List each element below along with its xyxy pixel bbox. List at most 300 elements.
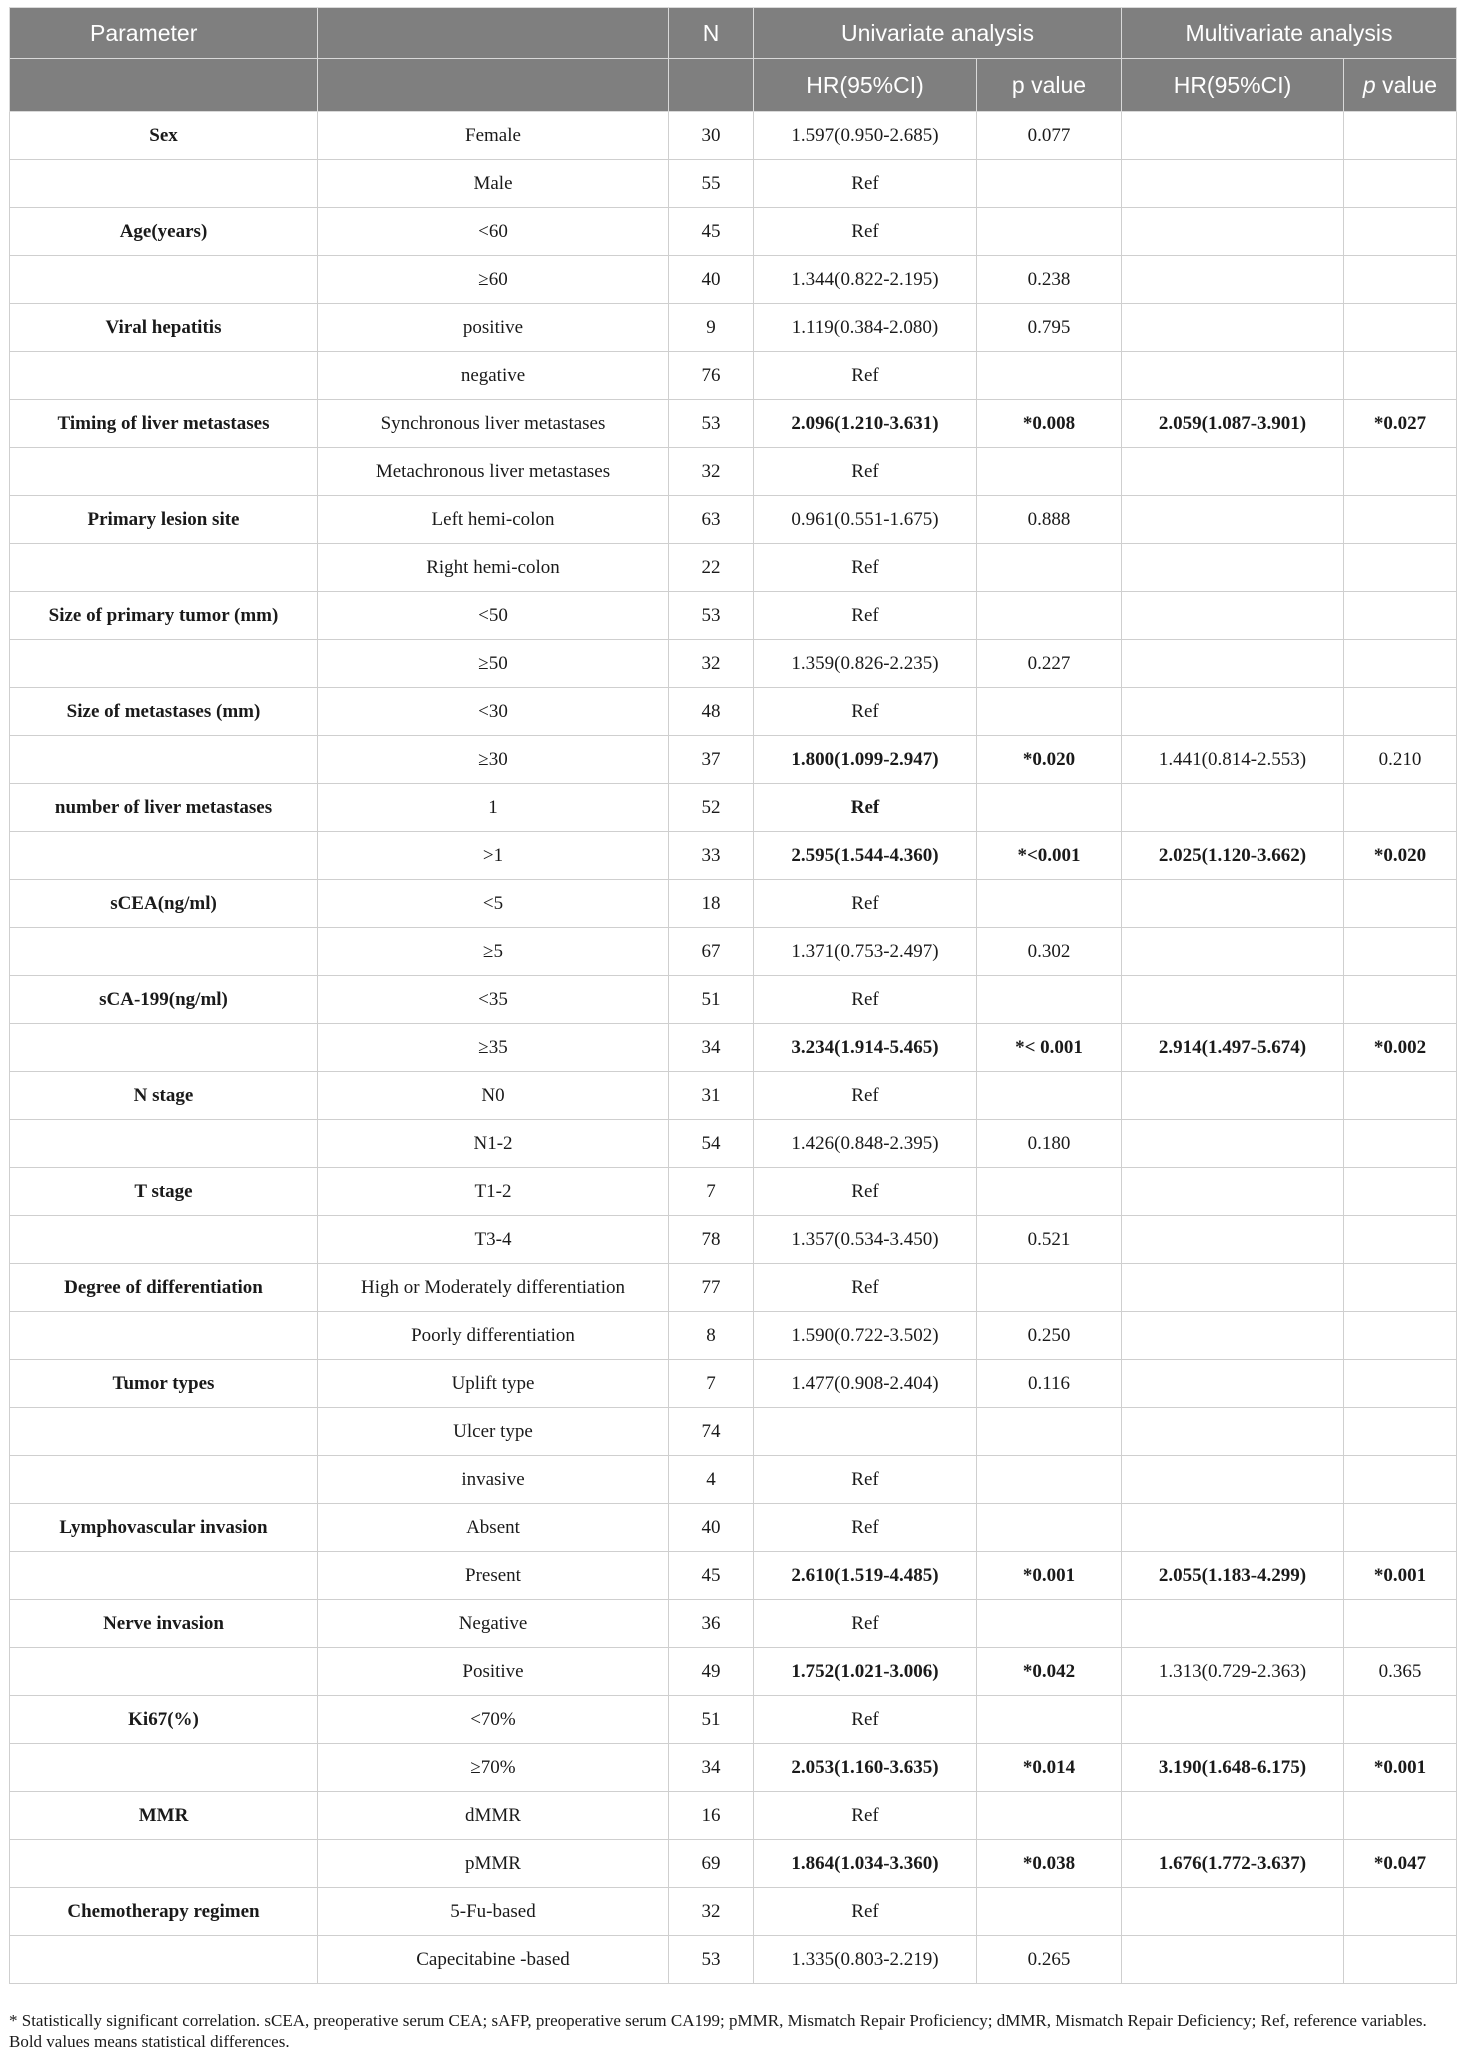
cell-uni-p: 0.521	[977, 1216, 1122, 1264]
cell-multi-hr	[1122, 160, 1344, 208]
cell-parameter	[10, 1840, 318, 1888]
cell-uni-p: 0.116	[977, 1360, 1122, 1408]
cell-uni-p	[977, 1792, 1122, 1840]
cell-multi-hr	[1122, 304, 1344, 352]
cell-uni-hr: Ref	[754, 1888, 977, 1936]
header-multi-hr: HR(95%CI)	[1122, 59, 1344, 112]
cell-parameter: Size of metastases (mm)	[10, 688, 318, 736]
cell-n: 32	[669, 448, 754, 496]
cell-uni-p: *0.042	[977, 1648, 1122, 1696]
cell-uni-p	[977, 1264, 1122, 1312]
cell-multi-p	[1344, 112, 1457, 160]
cell-n: 40	[669, 1504, 754, 1552]
cell-n: 54	[669, 1120, 754, 1168]
cell-multi-p	[1344, 1504, 1457, 1552]
cell-subgroup: <35	[318, 976, 669, 1024]
cell-multi-p	[1344, 1312, 1457, 1360]
table-row	[10, 784, 1457, 832]
cell-n: 63	[669, 496, 754, 544]
cell-n: 18	[669, 880, 754, 928]
cell-subgroup: ≥35	[318, 1024, 669, 1072]
cell-uni-p	[977, 880, 1122, 928]
cell-uni-hr: 1.597(0.950-2.685)	[754, 112, 977, 160]
cell-subgroup: Ulcer type	[318, 1408, 669, 1456]
cell-n: 52	[669, 784, 754, 832]
cell-uni-hr: Ref	[754, 1456, 977, 1504]
cell-parameter	[10, 1552, 318, 1600]
cell-uni-hr: 1.359(0.826-2.235)	[754, 640, 977, 688]
cell-subgroup: <50	[318, 592, 669, 640]
cell-subgroup: <5	[318, 880, 669, 928]
cell-parameter	[10, 640, 318, 688]
cell-multi-p: 0.365	[1344, 1648, 1457, 1696]
cell-multi-p	[1344, 1072, 1457, 1120]
cell-uni-p	[977, 1600, 1122, 1648]
cell-n: 22	[669, 544, 754, 592]
cell-multi-hr: 1.441(0.814-2.553)	[1122, 736, 1344, 784]
cell-multi-hr	[1122, 928, 1344, 976]
cell-multi-hr	[1122, 496, 1344, 544]
cell-n: 32	[669, 640, 754, 688]
cell-multi-hr	[1122, 1120, 1344, 1168]
cell-multi-p	[1344, 976, 1457, 1024]
cell-uni-hr: 1.800(1.099-2.947)	[754, 736, 977, 784]
cell-uni-hr: 2.595(1.544-4.360)	[754, 832, 977, 880]
cell-uni-hr: Ref	[754, 976, 977, 1024]
cell-subgroup: pMMR	[318, 1840, 669, 1888]
cell-multi-hr	[1122, 1936, 1344, 1984]
cell-multi-p	[1344, 1888, 1457, 1936]
table-row	[10, 400, 1457, 448]
cell-multi-hr	[1122, 1168, 1344, 1216]
cell-parameter: Chemotherapy regimen	[10, 1888, 318, 1936]
cell-subgroup: Positive	[318, 1648, 669, 1696]
cell-uni-p	[977, 208, 1122, 256]
cell-multi-p	[1344, 880, 1457, 928]
table-row	[10, 640, 1457, 688]
cell-uni-p	[977, 592, 1122, 640]
cell-uni-hr: Ref	[754, 1504, 977, 1552]
cell-n: 51	[669, 976, 754, 1024]
header-uni-hr: HR(95%CI)	[754, 59, 977, 112]
cell-multi-p: *0.047	[1344, 1840, 1457, 1888]
table-row	[10, 736, 1457, 784]
cell-parameter	[10, 1216, 318, 1264]
cell-uni-p	[977, 544, 1122, 592]
cell-uni-hr: 2.096(1.210-3.631)	[754, 400, 977, 448]
table-row	[10, 1840, 1457, 1888]
cell-uni-hr	[754, 1408, 977, 1456]
cell-parameter	[10, 1456, 318, 1504]
cell-uni-hr: Ref	[754, 208, 977, 256]
table-row	[10, 1312, 1457, 1360]
cell-multi-p	[1344, 1120, 1457, 1168]
cell-parameter: number of liver metastases	[10, 784, 318, 832]
header-blank-3	[669, 59, 754, 112]
cell-uni-p: *0.008	[977, 400, 1122, 448]
cell-uni-p: 0.265	[977, 1936, 1122, 1984]
cell-uni-hr: 1.371(0.753-2.497)	[754, 928, 977, 976]
header-multi-p-rest: value	[1375, 71, 1438, 98]
cell-multi-hr	[1122, 1312, 1344, 1360]
cell-uni-p: 0.250	[977, 1312, 1122, 1360]
cell-uni-p	[977, 976, 1122, 1024]
cell-multi-hr: 1.676(1.772-3.637)	[1122, 1840, 1344, 1888]
cell-parameter: Lymphovascular invasion	[10, 1504, 318, 1552]
header-n: N	[669, 8, 754, 59]
cell-subgroup: ≥50	[318, 640, 669, 688]
table-row	[10, 448, 1457, 496]
cell-parameter	[10, 1744, 318, 1792]
cell-multi-hr	[1122, 1216, 1344, 1264]
cell-n: 34	[669, 1744, 754, 1792]
cell-multi-p	[1344, 784, 1457, 832]
cell-uni-p	[977, 1168, 1122, 1216]
cell-uni-p	[977, 160, 1122, 208]
cell-subgroup: >1	[318, 832, 669, 880]
cell-uni-hr: Ref	[754, 1168, 977, 1216]
cell-uni-p	[977, 1408, 1122, 1456]
table-row	[10, 592, 1457, 640]
cell-multi-p	[1344, 592, 1457, 640]
cell-n: 8	[669, 1312, 754, 1360]
cell-multi-p	[1344, 496, 1457, 544]
table-row	[10, 1792, 1457, 1840]
cell-n: 16	[669, 1792, 754, 1840]
cell-parameter: N stage	[10, 1072, 318, 1120]
cell-subgroup: negative	[318, 352, 669, 400]
cell-parameter	[10, 256, 318, 304]
cell-uni-hr: 0.961(0.551-1.675)	[754, 496, 977, 544]
cell-multi-hr	[1122, 880, 1344, 928]
header-parameter: Parameter	[10, 8, 318, 59]
cell-multi-hr: 2.055(1.183-4.299)	[1122, 1552, 1344, 1600]
cell-multi-hr	[1122, 784, 1344, 832]
cell-multi-hr	[1122, 1888, 1344, 1936]
table-row	[10, 304, 1457, 352]
cell-multi-hr: 1.313(0.729-2.363)	[1122, 1648, 1344, 1696]
cell-uni-hr: 3.234(1.914-5.465)	[754, 1024, 977, 1072]
cell-multi-p	[1344, 1792, 1457, 1840]
cell-n: 34	[669, 1024, 754, 1072]
cell-uni-p	[977, 1072, 1122, 1120]
cell-multi-p	[1344, 1456, 1457, 1504]
cell-subgroup: <70%	[318, 1696, 669, 1744]
cell-uni-p: 0.888	[977, 496, 1122, 544]
cell-n: 33	[669, 832, 754, 880]
cell-parameter	[10, 1936, 318, 1984]
cell-n: 76	[669, 352, 754, 400]
cell-uni-p	[977, 1696, 1122, 1744]
cell-n: 7	[669, 1168, 754, 1216]
cell-multi-p	[1344, 256, 1457, 304]
table-body	[10, 112, 1457, 1984]
header-multi-p	[1344, 59, 1457, 112]
table-row	[10, 1072, 1457, 1120]
cell-uni-hr: 1.426(0.848-2.395)	[754, 1120, 977, 1168]
cell-multi-hr	[1122, 544, 1344, 592]
cell-multi-p	[1344, 1360, 1457, 1408]
cell-multi-p	[1344, 928, 1457, 976]
cell-uni-p: *0.020	[977, 736, 1122, 784]
cell-subgroup: 5-Fu-based	[318, 1888, 669, 1936]
cell-multi-p	[1344, 352, 1457, 400]
table-row	[10, 208, 1457, 256]
cell-n: 40	[669, 256, 754, 304]
cell-n: 4	[669, 1456, 754, 1504]
cell-subgroup: <60	[318, 208, 669, 256]
cell-subgroup: N1-2	[318, 1120, 669, 1168]
cell-parameter: MMR	[10, 1792, 318, 1840]
cell-n: 74	[669, 1408, 754, 1456]
cell-parameter: sCEA(ng/ml)	[10, 880, 318, 928]
cell-n: 36	[669, 1600, 754, 1648]
cell-multi-p	[1344, 1408, 1457, 1456]
table-row	[10, 1024, 1457, 1072]
cell-multi-hr	[1122, 1264, 1344, 1312]
cell-subgroup: Synchronous liver metastases	[318, 400, 669, 448]
cell-uni-hr: 1.119(0.384-2.080)	[754, 304, 977, 352]
table-row	[10, 832, 1457, 880]
cell-subgroup: <30	[318, 688, 669, 736]
cell-parameter: Sex	[10, 112, 318, 160]
header-subgroup-blank	[318, 8, 669, 59]
cell-parameter	[10, 1408, 318, 1456]
cell-multi-p	[1344, 1216, 1457, 1264]
cell-parameter: sCA-199(ng/ml)	[10, 976, 318, 1024]
cell-uni-hr: Ref	[754, 544, 977, 592]
cell-parameter	[10, 448, 318, 496]
cell-multi-hr	[1122, 352, 1344, 400]
cell-n: 48	[669, 688, 754, 736]
cell-subgroup: Capecitabine -based	[318, 1936, 669, 1984]
cell-multi-hr	[1122, 1504, 1344, 1552]
table-row	[10, 1456, 1457, 1504]
cell-subgroup: positive	[318, 304, 669, 352]
table-row	[10, 496, 1457, 544]
cell-uni-hr: 1.590(0.722-3.502)	[754, 1312, 977, 1360]
cell-n: 9	[669, 304, 754, 352]
table-row	[10, 1600, 1457, 1648]
cell-multi-p	[1344, 640, 1457, 688]
table-row	[10, 352, 1457, 400]
cell-parameter: Tumor types	[10, 1360, 318, 1408]
table-row	[10, 1504, 1457, 1552]
cell-multi-p: *0.001	[1344, 1744, 1457, 1792]
cell-uni-p	[977, 688, 1122, 736]
cell-parameter: Nerve invasion	[10, 1600, 318, 1648]
cell-n: 78	[669, 1216, 754, 1264]
cell-parameter	[10, 1024, 318, 1072]
cell-multi-hr: 2.059(1.087-3.901)	[1122, 400, 1344, 448]
cell-multi-hr	[1122, 1360, 1344, 1408]
cell-n: 7	[669, 1360, 754, 1408]
cell-uni-hr: 1.752(1.021-3.006)	[754, 1648, 977, 1696]
cell-multi-p	[1344, 688, 1457, 736]
table-row	[10, 544, 1457, 592]
cell-uni-hr: Ref	[754, 1264, 977, 1312]
cell-multi-p	[1344, 448, 1457, 496]
table-row	[10, 1216, 1457, 1264]
cell-subgroup: Left hemi-colon	[318, 496, 669, 544]
cell-parameter	[10, 1120, 318, 1168]
cell-uni-p: 0.227	[977, 640, 1122, 688]
table-row	[10, 1888, 1457, 1936]
cell-parameter	[10, 160, 318, 208]
cell-uni-hr: 2.053(1.160-3.635)	[754, 1744, 977, 1792]
cell-subgroup: Absent	[318, 1504, 669, 1552]
cell-subgroup: dMMR	[318, 1792, 669, 1840]
cell-uni-hr: 1.344(0.822-2.195)	[754, 256, 977, 304]
table-row	[10, 688, 1457, 736]
cell-multi-hr: 2.914(1.497-5.674)	[1122, 1024, 1344, 1072]
cell-n: 37	[669, 736, 754, 784]
cell-multi-hr	[1122, 1696, 1344, 1744]
header-univariate: Univariate analysis	[754, 8, 1122, 59]
cell-n: 69	[669, 1840, 754, 1888]
cell-n: 53	[669, 1936, 754, 1984]
cell-uni-p: *0.038	[977, 1840, 1122, 1888]
header-multivariate: Multivariate analysis	[1122, 8, 1457, 59]
cell-uni-p: *0.001	[977, 1552, 1122, 1600]
cell-multi-hr	[1122, 448, 1344, 496]
cell-subgroup: 1	[318, 784, 669, 832]
cell-multi-hr	[1122, 112, 1344, 160]
cell-uni-hr: Ref	[754, 1600, 977, 1648]
cell-multi-hr	[1122, 976, 1344, 1024]
table-row	[10, 976, 1457, 1024]
cell-multi-p: *0.020	[1344, 832, 1457, 880]
cell-uni-hr: Ref	[754, 592, 977, 640]
cell-uni-hr: Ref	[754, 1792, 977, 1840]
table-row	[10, 112, 1457, 160]
header-blank-2	[318, 59, 669, 112]
header-blank-1	[10, 59, 318, 112]
cell-uni-hr: Ref	[754, 1072, 977, 1120]
cell-multi-hr	[1122, 1792, 1344, 1840]
cell-multi-hr: 2.025(1.120-3.662)	[1122, 832, 1344, 880]
cell-subgroup: invasive	[318, 1456, 669, 1504]
cell-n: 49	[669, 1648, 754, 1696]
table-footnote: * Statistically significant correlation. sCEA, preoperative serum CEA; sAFP, preoperative serum CA199; pMMR, Mismatch Repair Proficiency; dMMR, Mismatch Repair Deficiency; Ref, reference variables. Bold values means statistical differences.	[9, 2011, 1427, 2051]
cell-multi-p	[1344, 160, 1457, 208]
cell-subgroup: ≥60	[318, 256, 669, 304]
cell-multi-p	[1344, 544, 1457, 592]
cell-n: 45	[669, 208, 754, 256]
results-table-container	[9, 7, 1456, 1984]
cell-parameter: Degree of differentiation	[10, 1264, 318, 1312]
cell-multi-hr	[1122, 640, 1344, 688]
cell-uni-hr: 1.864(1.034-3.360)	[754, 1840, 977, 1888]
cell-multi-p	[1344, 1600, 1457, 1648]
table-row	[10, 1360, 1457, 1408]
cell-multi-hr	[1122, 208, 1344, 256]
cell-subgroup: Present	[318, 1552, 669, 1600]
cell-uni-hr: 1.477(0.908-2.404)	[754, 1360, 977, 1408]
table-row	[10, 1744, 1457, 1792]
cell-uni-hr: Ref	[754, 160, 977, 208]
cell-uni-hr: Ref	[754, 1696, 977, 1744]
header-uni-p: p value	[977, 59, 1122, 112]
cell-parameter	[10, 544, 318, 592]
cell-multi-p	[1344, 304, 1457, 352]
cell-uni-p	[977, 1504, 1122, 1552]
cell-uni-p: *< 0.001	[977, 1024, 1122, 1072]
cell-subgroup: T1-2	[318, 1168, 669, 1216]
cell-multi-hr	[1122, 1408, 1344, 1456]
cell-subgroup: Female	[318, 112, 669, 160]
cell-parameter: Timing of liver metastases	[10, 400, 318, 448]
cell-parameter	[10, 352, 318, 400]
cell-uni-hr: Ref	[754, 352, 977, 400]
cell-parameter	[10, 928, 318, 976]
cell-multi-p	[1344, 1936, 1457, 1984]
cell-uni-p: *<0.001	[977, 832, 1122, 880]
cell-multi-p: *0.002	[1344, 1024, 1457, 1072]
cell-uni-hr: 2.610(1.519-4.485)	[754, 1552, 977, 1600]
cell-subgroup: Right hemi-colon	[318, 544, 669, 592]
cell-subgroup: Poorly differentiation	[318, 1312, 669, 1360]
table-row	[10, 1552, 1457, 1600]
cell-n: 53	[669, 400, 754, 448]
cell-multi-p	[1344, 208, 1457, 256]
cell-n: 30	[669, 112, 754, 160]
cell-uni-p	[977, 1888, 1122, 1936]
cell-uni-hr: Ref	[754, 448, 977, 496]
cell-multi-p: 0.210	[1344, 736, 1457, 784]
table-row	[10, 1120, 1457, 1168]
cell-uni-p: 0.077	[977, 112, 1122, 160]
cell-uni-hr: 1.357(0.534-3.450)	[754, 1216, 977, 1264]
cell-subgroup: ≥70%	[318, 1744, 669, 1792]
cell-n: 55	[669, 160, 754, 208]
cell-uni-hr: 1.335(0.803-2.219)	[754, 1936, 977, 1984]
cell-multi-hr	[1122, 1600, 1344, 1648]
cell-parameter: T stage	[10, 1168, 318, 1216]
cell-subgroup: ≥5	[318, 928, 669, 976]
cell-uni-hr: Ref	[754, 688, 977, 736]
cell-n: 45	[669, 1552, 754, 1600]
cell-uni-p	[977, 448, 1122, 496]
cell-parameter: Age(years)	[10, 208, 318, 256]
cell-uni-p: 0.302	[977, 928, 1122, 976]
cell-subgroup: Uplift type	[318, 1360, 669, 1408]
cell-parameter	[10, 1312, 318, 1360]
cell-parameter	[10, 736, 318, 784]
header-multi-p-italic: p	[1362, 71, 1376, 98]
cell-multi-hr	[1122, 688, 1344, 736]
cell-n: 67	[669, 928, 754, 976]
cell-multi-hr	[1122, 256, 1344, 304]
cell-multi-p: *0.027	[1344, 400, 1457, 448]
table-row	[10, 1696, 1457, 1744]
cell-n: 51	[669, 1696, 754, 1744]
cox-regression-table	[9, 7, 1457, 1984]
cell-multi-hr	[1122, 1456, 1344, 1504]
cell-multi-p	[1344, 1696, 1457, 1744]
table-row	[10, 256, 1457, 304]
cell-parameter	[10, 1648, 318, 1696]
cell-multi-p: *0.001	[1344, 1552, 1457, 1600]
cell-uni-hr: Ref	[754, 880, 977, 928]
cell-parameter: Viral hepatitis	[10, 304, 318, 352]
table-header	[10, 8, 1457, 112]
cell-subgroup: ≥30	[318, 736, 669, 784]
cell-n: 77	[669, 1264, 754, 1312]
cell-parameter	[10, 832, 318, 880]
table-row	[10, 1408, 1457, 1456]
cell-multi-hr: 3.190(1.648-6.175)	[1122, 1744, 1344, 1792]
